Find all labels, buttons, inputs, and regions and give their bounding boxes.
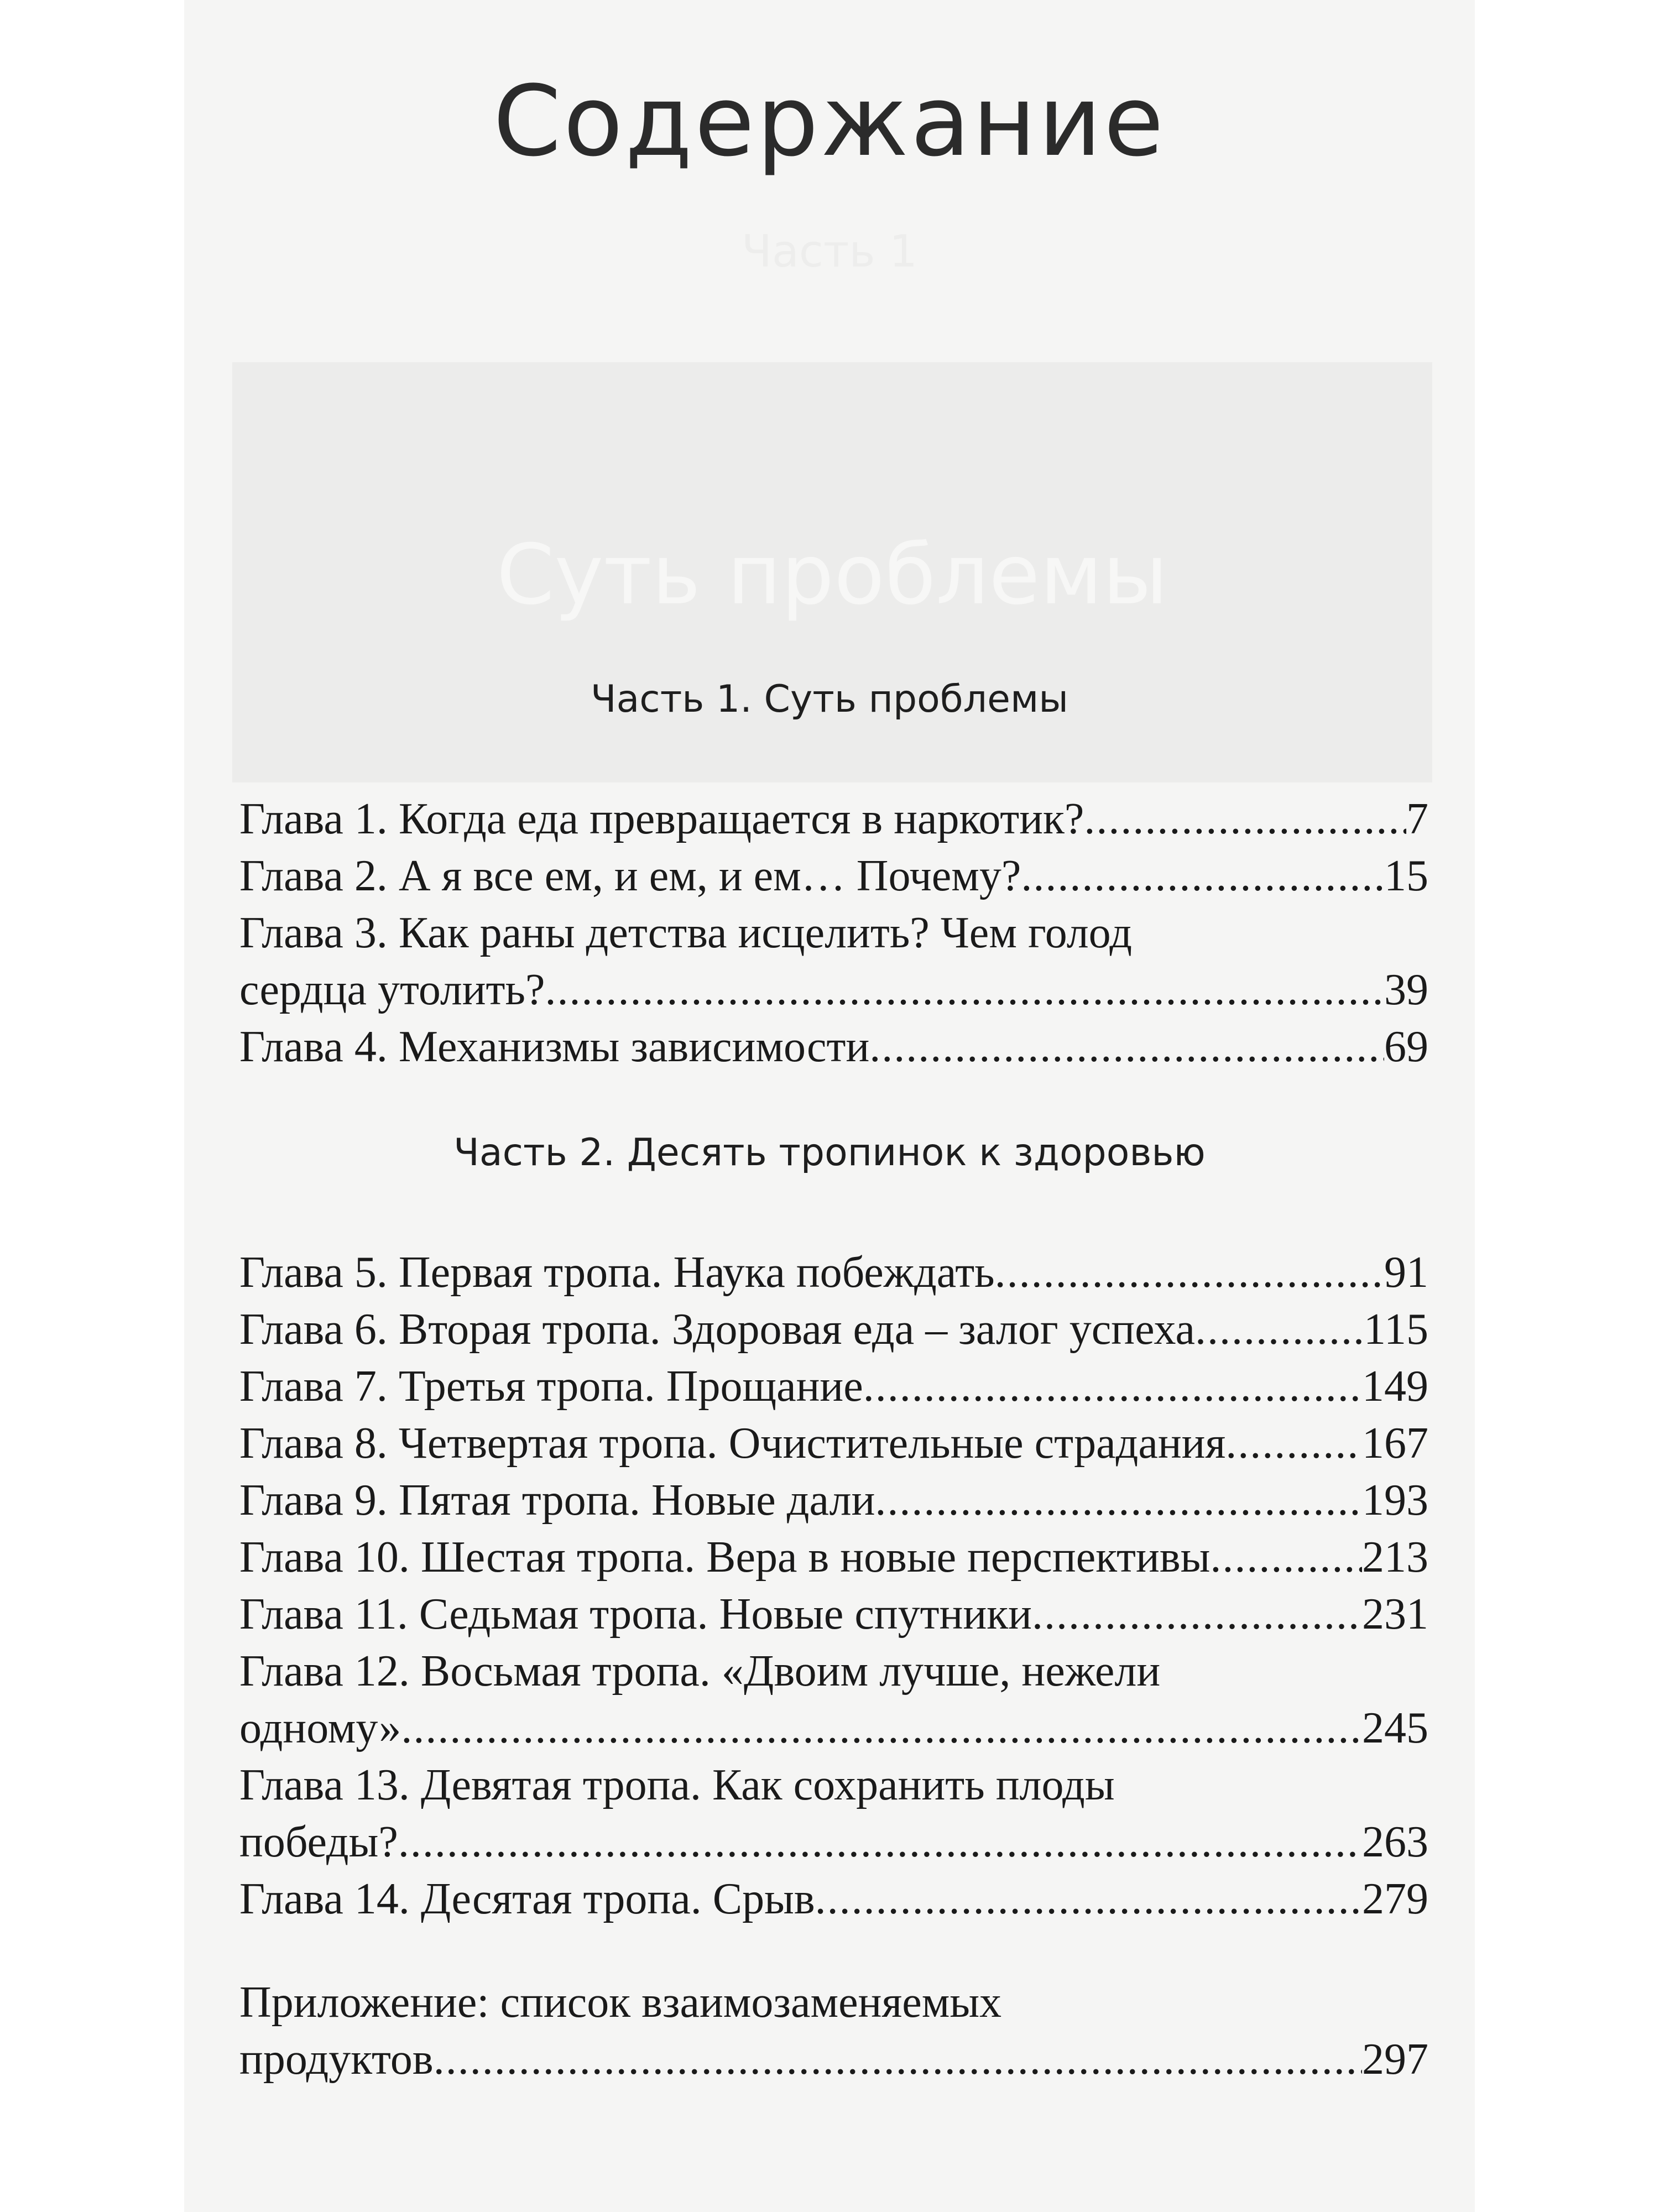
toc-entry-title: Глава 7. Третья тропа. Прощание	[239, 1362, 863, 1411]
toc-entry-title: Глава 10. Шестая тропа. Вера в новые перспективы	[239, 1533, 1211, 1582]
dot-leader	[434, 2031, 1362, 2088]
toc-entry-title-first-line: Приложение: список взаимозаменяемых	[239, 1978, 1002, 2027]
dot-leader	[1084, 791, 1406, 848]
toc-entry-title: одному»	[239, 1704, 401, 1752]
toc-entry-title: Глава 14. Десятая тропа. Срыв	[239, 1875, 815, 1923]
dot-leader	[863, 1358, 1362, 1415]
toc-entry-chapter-12	[239, 1643, 1428, 1757]
toc-entry-title: Глава 9. Пятая тропа. Новые дали	[239, 1476, 875, 1525]
toc-entry-page: 91	[1384, 1248, 1428, 1297]
toc-entry-chapter-3	[239, 905, 1428, 1019]
toc-entry-page: 213	[1362, 1533, 1428, 1582]
toc-entry-title: Глава 2. А я все ем, и ем, и ем… Почему?	[239, 852, 1021, 900]
toc-entry-title: победы?	[239, 1818, 398, 1866]
part-1-heading: Часть 1. Суть проблемы	[591, 677, 1068, 721]
toc-entry-title: Глава 11. Седьмая тропа. Новые спутники	[239, 1590, 1032, 1639]
toc-entry-chapter-14	[239, 1871, 1428, 1928]
page-title: Содержание	[493, 65, 1166, 178]
dot-leader	[1195, 1301, 1364, 1358]
toc-entry-page: 15	[1384, 852, 1428, 900]
part-2-heading: Часть 2. Десять тропинок к здоровью	[453, 1131, 1206, 1175]
toc-entry-title: Глава 4. Механизмы зависимости	[239, 1022, 870, 1071]
toc-entry-chapter-1	[239, 791, 1428, 848]
toc-entry-chapter-2	[239, 848, 1428, 905]
dot-leader	[1021, 848, 1384, 905]
toc-entry-page: 69	[1384, 1022, 1428, 1071]
toc-entry-chapter-13	[239, 1757, 1428, 1871]
toc-entry-page: 231	[1362, 1590, 1428, 1639]
toc-section-part-2	[239, 1244, 1428, 1928]
toc-entry-chapter-8	[239, 1415, 1428, 1472]
dot-leader	[995, 1244, 1384, 1301]
dot-leader	[1032, 1586, 1362, 1643]
toc-entry-chapter-11	[239, 1586, 1428, 1643]
toc-entry-page: 7	[1406, 795, 1428, 843]
toc-entry-page: 115	[1363, 1305, 1428, 1354]
toc-entry-chapter-7	[239, 1358, 1428, 1415]
toc-entry-page: 39	[1384, 966, 1428, 1014]
toc-entry-title: Глава 8. Четвертая тропа. Очистительные страдания	[239, 1419, 1226, 1468]
toc-section-part-1	[239, 791, 1428, 1076]
toc-entry-title: Глава 6. Вторая тропа. Здоровая еда – залог успеха	[239, 1305, 1195, 1354]
dot-leader	[875, 1472, 1362, 1529]
toc-entry-page: 263	[1362, 1818, 1428, 1866]
toc-entry-title: сердца утолить?	[239, 966, 545, 1014]
show-through-part-label: Часть 1	[742, 226, 917, 277]
dot-leader	[1210, 1529, 1362, 1586]
toc-entry-title-first-line: Глава 13. Девятая тропа. Как сохранить плоды	[239, 1761, 1115, 1809]
show-through-banner-text: Суть проблемы	[496, 527, 1168, 623]
toc-entry-chapter-9	[239, 1472, 1428, 1529]
toc-entry-appendix	[239, 1974, 1428, 2088]
dot-leader	[815, 1871, 1362, 1928]
toc-entry-title: Глава 1. Когда еда превращается в наркотик?	[239, 795, 1084, 843]
toc-entry-chapter-10	[239, 1529, 1428, 1586]
toc-entry-page: 167	[1362, 1419, 1428, 1468]
toc-entry-page: 279	[1362, 1875, 1428, 1923]
toc-entry-page: 193	[1362, 1476, 1428, 1525]
toc-entry-title: Глава 5. Первая тропа. Наука побеждать	[239, 1248, 995, 1297]
toc-entry-chapter-4	[239, 1019, 1428, 1076]
toc-entry-title-first-line: Глава 3. Как раны детства исцелить? Чем голод	[239, 909, 1133, 957]
dot-leader	[869, 1019, 1384, 1076]
toc-entry-page: 245	[1362, 1704, 1428, 1752]
toc-entry-chapter-6	[239, 1301, 1428, 1358]
dot-leader	[545, 962, 1385, 1019]
toc-entry-page: 297	[1362, 2035, 1428, 2084]
dot-leader	[1225, 1415, 1362, 1472]
toc-entry-title-first-line: Глава 12. Восьмая тропа. «Двоим лучше, нежели	[239, 1647, 1161, 1695]
dot-leader	[398, 1814, 1362, 1871]
dot-leader	[401, 1700, 1362, 1757]
toc-section-appendix	[239, 1974, 1428, 2088]
toc-entry-title: продуктов	[239, 2035, 434, 2084]
toc-entry-chapter-5	[239, 1244, 1428, 1301]
toc-entry-page: 149	[1362, 1362, 1428, 1411]
